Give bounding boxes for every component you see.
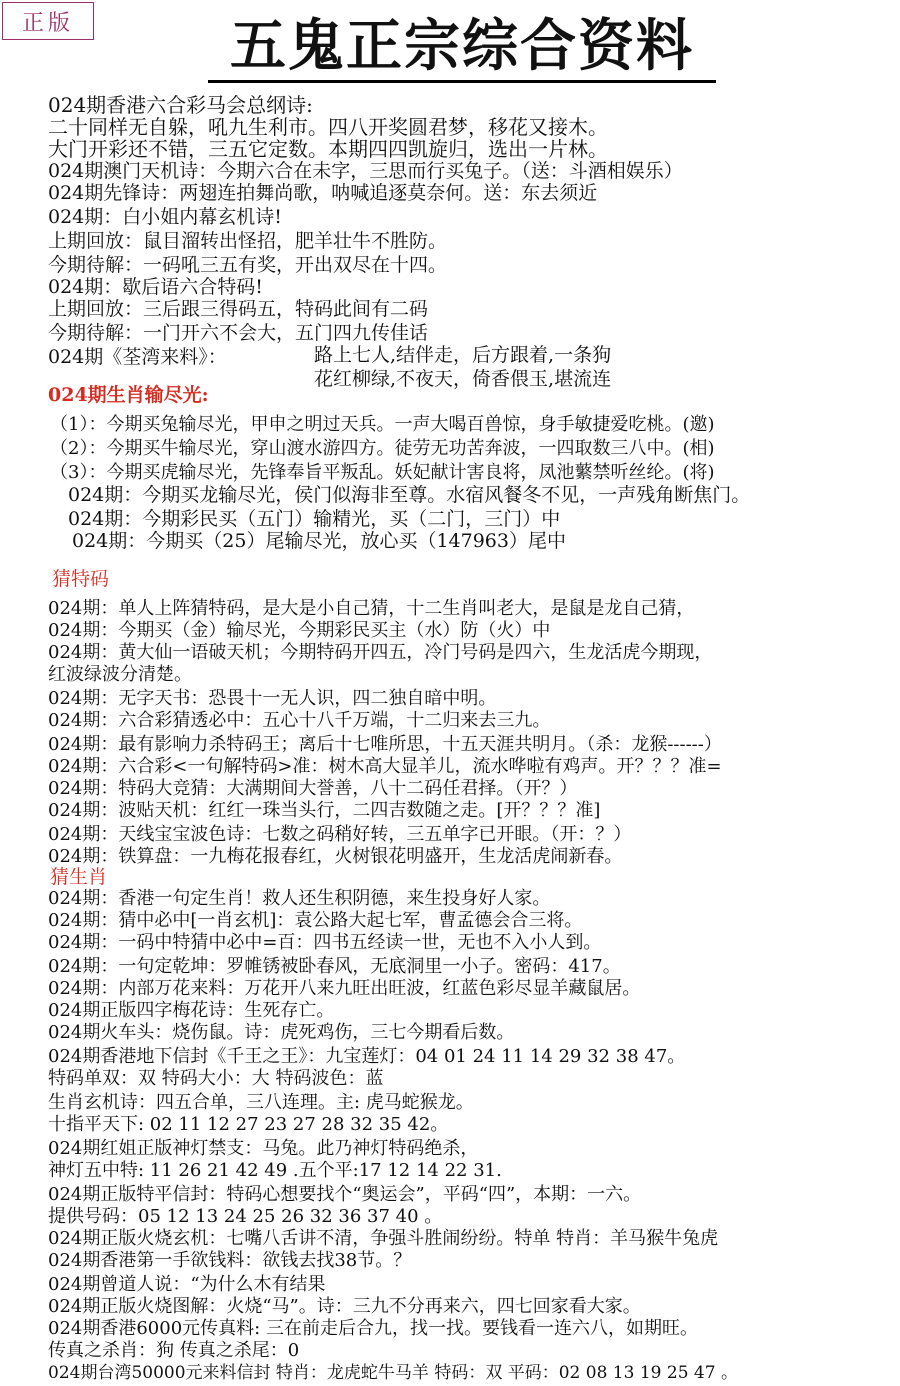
genuine-badge: 正版 <box>2 2 94 40</box>
text-line: 大门开彩还不错，三五它定数。本期四四凯旋归，选出一片林。 <box>48 137 608 161</box>
text-line: 024期台湾50000元来料信封 特肖：龙虎蛇牛马羊 特码：双 平码：02 08 13 19 25 47 。 <box>48 1363 738 1383</box>
section-heading: 024期生肖输尽光: <box>48 384 209 406</box>
text-line: （3）：今期买虎输尽光，先锋奉旨平叛乱。妖妃献计害良将，凤池蘩禁听丝纶。(将) <box>50 462 715 483</box>
text-line: 024期：歇后语六合特码! <box>48 276 263 298</box>
text-line: 024期：猜中必中[一肖玄机]：袁公路大起七军，曹孟德会合三将。 <box>48 910 583 931</box>
text-line: 024期：无字天书：恐畏十一无人识，四二独自暗中明。 <box>48 688 497 709</box>
text-line: 今期待解：一码吼三五有奖，开出双尽在十四。 <box>48 254 448 276</box>
text-line: 024期正版四字梅花诗：生死存亡。 <box>48 1000 335 1021</box>
text-line: 传真之杀肖：狗 传真之杀尾：0 <box>48 1340 300 1361</box>
text-line: 024期：六合彩猜透必中：五心十八千万端，十二归来去三九。 <box>48 710 551 731</box>
text-line: 神灯五中特: 11 26 21 42 49 .五个平:17 12 14 22 31. <box>48 1160 502 1181</box>
text-line: 上期回放：三后跟三得码五，特码此间有二码 <box>48 298 429 320</box>
text-line: 024期：今期彩民买（五门）输精光，买（二门，三门）中 <box>68 508 561 530</box>
text-line: 024期正版火烧玄机：七嘴八舌讲不清，争强斗胜闹纷纷。特单 特肖：羊马猴牛兔虎 <box>48 1228 719 1249</box>
text-line: 024期：一码中特猜中必中=百：四书五经读一世，无也不入小人到。 <box>48 932 602 953</box>
text-line: （1）：今期买兔输尽光，甲申之明过天兵。一声大喝百兽惊，身手敏捷爱吃桃。(邀) <box>50 414 715 435</box>
text-line: 今期待解：一门开六不会大，五门四九传佳话 <box>48 322 429 344</box>
text-line: 024期香港地下信封《千王之王》：九宝莲灯：04 01 24 11 14 29 32 38 47。 <box>48 1046 686 1067</box>
text-line: 024期：今期买龙输尽光，侯门似海非至尊。水宿风餐冬不见，一声残角断焦门。 <box>68 484 751 506</box>
text-line: 024期澳门天机诗：今期六合在未字，三思而行买兔子。（送：斗酒相娱乐） <box>48 160 683 182</box>
text-line: 024期：六合彩<一句解特码>准：树木高大显羊儿，流水哗啦有鸡声。开？？？准= <box>48 756 722 777</box>
text-line: 024期香港第一手欲钱料：欲钱去找38节。？ <box>48 1250 412 1271</box>
text-line: 十指平天下: 02 11 12 27 23 27 28 32 35 42。 <box>48 1114 449 1135</box>
text-line: 路上七人,结伴走，后方跟着,一条狗 <box>314 344 612 366</box>
text-line: 024期火车头：烧伤鼠。诗：虎死鸡伤，三七今期看后数。 <box>48 1022 515 1043</box>
text-line: 024期：一句定乾坤：罗帷锈被卧春风，无底洞里一小子。密码：417。 <box>48 956 621 977</box>
text-line: 024期：白小姐内幕玄机诗! <box>48 206 282 228</box>
text-line: 024期香港6000元传真料: 三在前走后合九，找一找。要钱看一连六八，如期旺。 <box>48 1318 698 1339</box>
page-title: 五鬼正宗综合资料 <box>208 14 716 83</box>
text-line: 024期先锋诗：两翅连拍舞尚歌，呐喊追逐莫奈何。送：东去须近 <box>48 182 598 204</box>
section-heading: 猜特码 <box>52 568 110 590</box>
text-line: 花红柳绿,不夜天，倚香偎玉,堪流连 <box>314 368 612 390</box>
text-line: 生肖玄机诗：四五合单，三八连理。主: 虎马蛇猴龙。 <box>48 1092 474 1113</box>
text-line: 特码单双：双 特码大小：大 特码波色：蓝 <box>48 1068 384 1089</box>
text-line: 上期回放：鼠目溜转出怪招，肥羊壮牛不胜防。 <box>48 230 448 252</box>
text-line: 024期正版火烧图解：火烧“马”。诗：三九不分再来六，四七回家看大家。 <box>48 1296 641 1317</box>
text-line: 024期《荃湾来料》： <box>48 346 227 368</box>
text-line: 024期：内部万花来料：万花开八来九旺出旺波，红蓝色彩尽显羊藏鼠居。 <box>48 978 641 999</box>
text-line: 024期：黄大仙一语破天机；今期特码开四五，冷门号码是四六，生龙活虎今期现， <box>48 642 713 663</box>
text-line: 024期：铁算盘：一九梅花报春红，火树银花明盛开，生龙活虎闹新春。 <box>48 846 623 867</box>
text-line: 024期：今期买（25）尾输尽光，放心买（147963）尾中 <box>72 530 566 552</box>
text-line: 024期正版特平信封：特码心想要找个“奥运会”，平码“四”，本期：一六。 <box>48 1184 642 1205</box>
text-line: 红波绿波分清楚。 <box>48 664 192 685</box>
text-line: 024期红姐正版神灯禁支：马兔。此乃神灯特码绝杀， <box>48 1138 479 1159</box>
text-line: 024期：香港一句定生肖！救人还生积阴德，来生投身好人家。 <box>48 888 551 909</box>
text-line: 024期：天线宝宝波色诗：七数之码稍好转，三五单字已开眼。（开：？） <box>48 824 632 845</box>
text-line: 024期：单人上阵猜特码，是大是小自己猜，十二生肖叫老大，是鼠是龙自己猜， <box>48 598 695 619</box>
text-line: 二十同样无自躲，吼九生利市。四八开奖圆君梦，移花又接木。 <box>48 115 608 139</box>
section-heading: 猜生肖 <box>50 866 108 888</box>
text-line: 024期曾道人说：“为什么木有结果 <box>48 1274 326 1295</box>
text-line: 024期：最有影响力杀特码王；离后十七唯所思，十五天涯共明月。（杀：龙猴------） <box>48 734 722 755</box>
text-line: 024期：今期买（金）输尽光，今期彩民买主（水）防（火）中 <box>48 620 551 641</box>
text-line: （2）：今期买牛输尽光，穿山渡水游四方。徒劳无功苦奔波，一四取数三八中。(相) <box>50 438 715 459</box>
text-line: 024期：特码大竞猜：大满期间大誉善，八十二码任君择。（开？） <box>48 778 578 799</box>
text-line: 024期：波贴天机：红红一珠当头行，二四吉数随之走。[开？？？准] <box>48 800 601 821</box>
text-line: 024期香港六合彩马会总纲诗: <box>48 93 313 117</box>
text-line: 提供号码：05 12 13 24 25 26 32 36 37 40 。 <box>48 1206 443 1227</box>
